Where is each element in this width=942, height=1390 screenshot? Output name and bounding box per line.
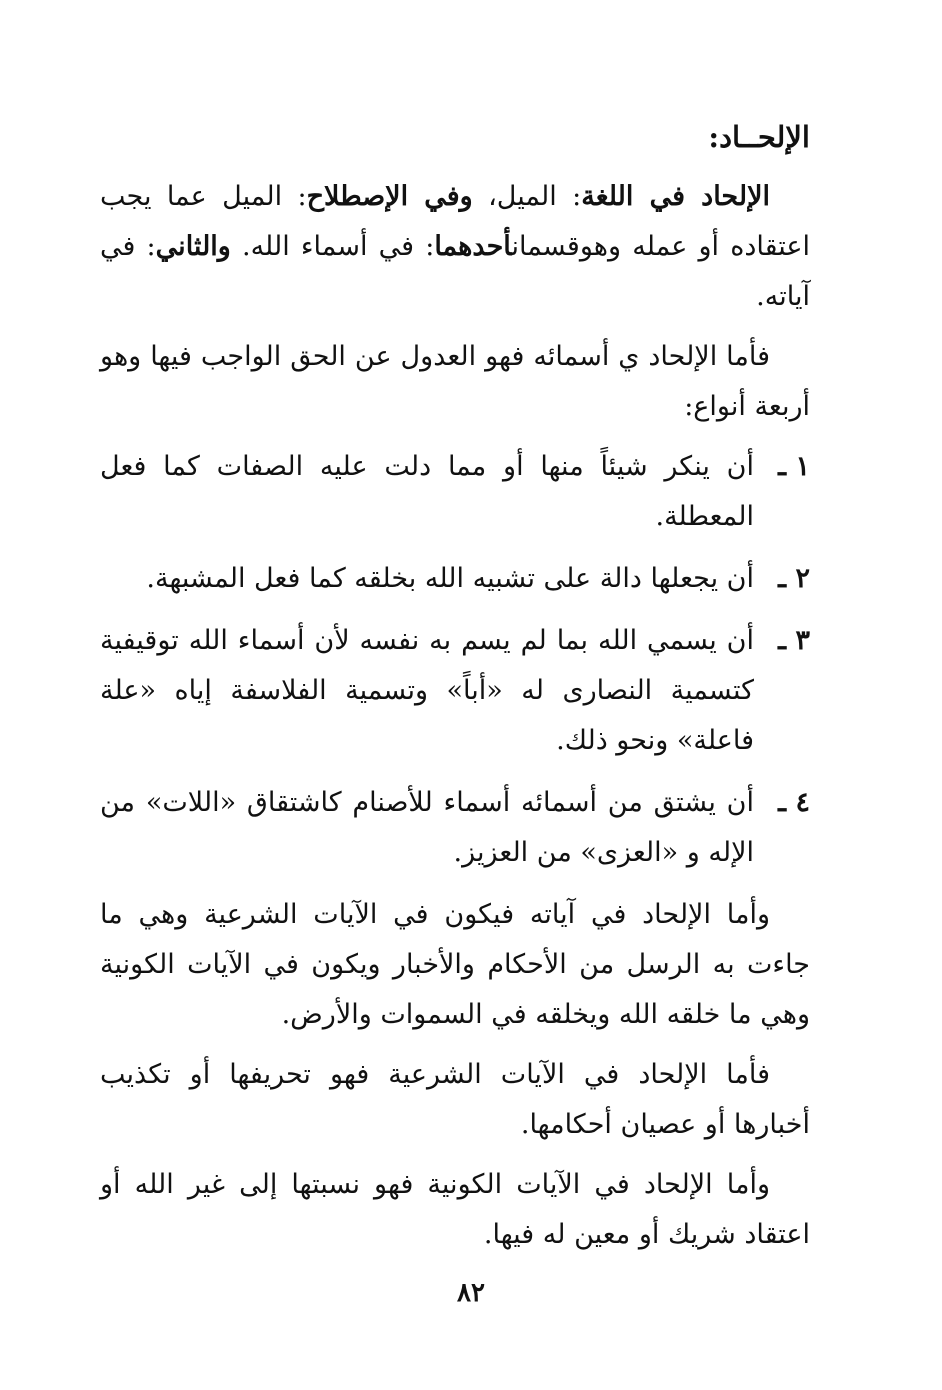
language-definition: : الميل، [472, 181, 582, 212]
term-terminology: وفي الإصطلاح [306, 181, 473, 212]
list-number: ٤ ـ [778, 787, 810, 818]
definition-paragraph [100, 172, 810, 322]
list-number: ١ ـ [778, 451, 810, 482]
shariah-verses-paragraph: فأما الإلحاد في الآيات الشرعية فهو تحريفها أو تكذيب أخبارها أو عصيان أحكامها. [100, 1059, 810, 1140]
list-text: أن ينكر شيئاً منها أو مما دلت عليه الصفات كما فعل المعطلة. [100, 451, 754, 532]
list-item [100, 442, 810, 542]
list-text: أن يشتق من أسمائه أسماء للأصنام كاشتقاق «اللات» من الإله و «العزى» من العزيز. [100, 787, 754, 868]
list-number: ٣ ـ [778, 625, 810, 656]
names-intro-paragraph: فأما الإلحاد ي أسمائه فهو العدول عن الحق الواجب فيها وهو أربعة أنواع: [100, 341, 810, 422]
list-item [100, 616, 810, 766]
list-text: أن يسمي الله بما لم يسم به نفسه لأن أسماء الله توقيفية كتسمية النصارى له «أباً» وتسمية الفلاسفة إياه «علة فاعلة» ونحو ذلك. [100, 625, 754, 756]
second-text: : في آياته. [100, 231, 810, 312]
section-heading: الإلحــاد: [708, 120, 810, 154]
page-number: ٨٢ [457, 1278, 485, 1308]
list-text: أن يجعلها دالة على تشبيه الله بخلقه كما فعل المشبهة. [146, 563, 754, 594]
list-item [100, 554, 810, 604]
list-number: ٢ ـ [778, 563, 810, 594]
kawniyah-verses-paragraph: وأما الإلحاد في الآيات الكونية فهو نسبتها إلى غير الله أو اعتقاد شريك أو معين له فيها. [100, 1169, 810, 1250]
first-text: : في أسماء الله. [230, 231, 435, 262]
second-label: والثاني [155, 231, 231, 262]
terminology-definition: : الميل عما يجب اعتقاده أو عمله وهوقسمان [100, 181, 811, 262]
verses-paragraph: وأما الإلحاد في آياته فيكون في الآيات الشرعية وهي ما جاءت به الرسل من الأحكام والأخبار ويكون في الآيات الكونية وهي ما خلقه الله ويخلقه في السموات والأرض. [100, 899, 810, 1030]
main-text [100, 112, 810, 1270]
list-item [100, 778, 810, 878]
term-language: الإلحاد في اللغة [581, 181, 770, 212]
first-label: أحدهما [434, 231, 512, 262]
